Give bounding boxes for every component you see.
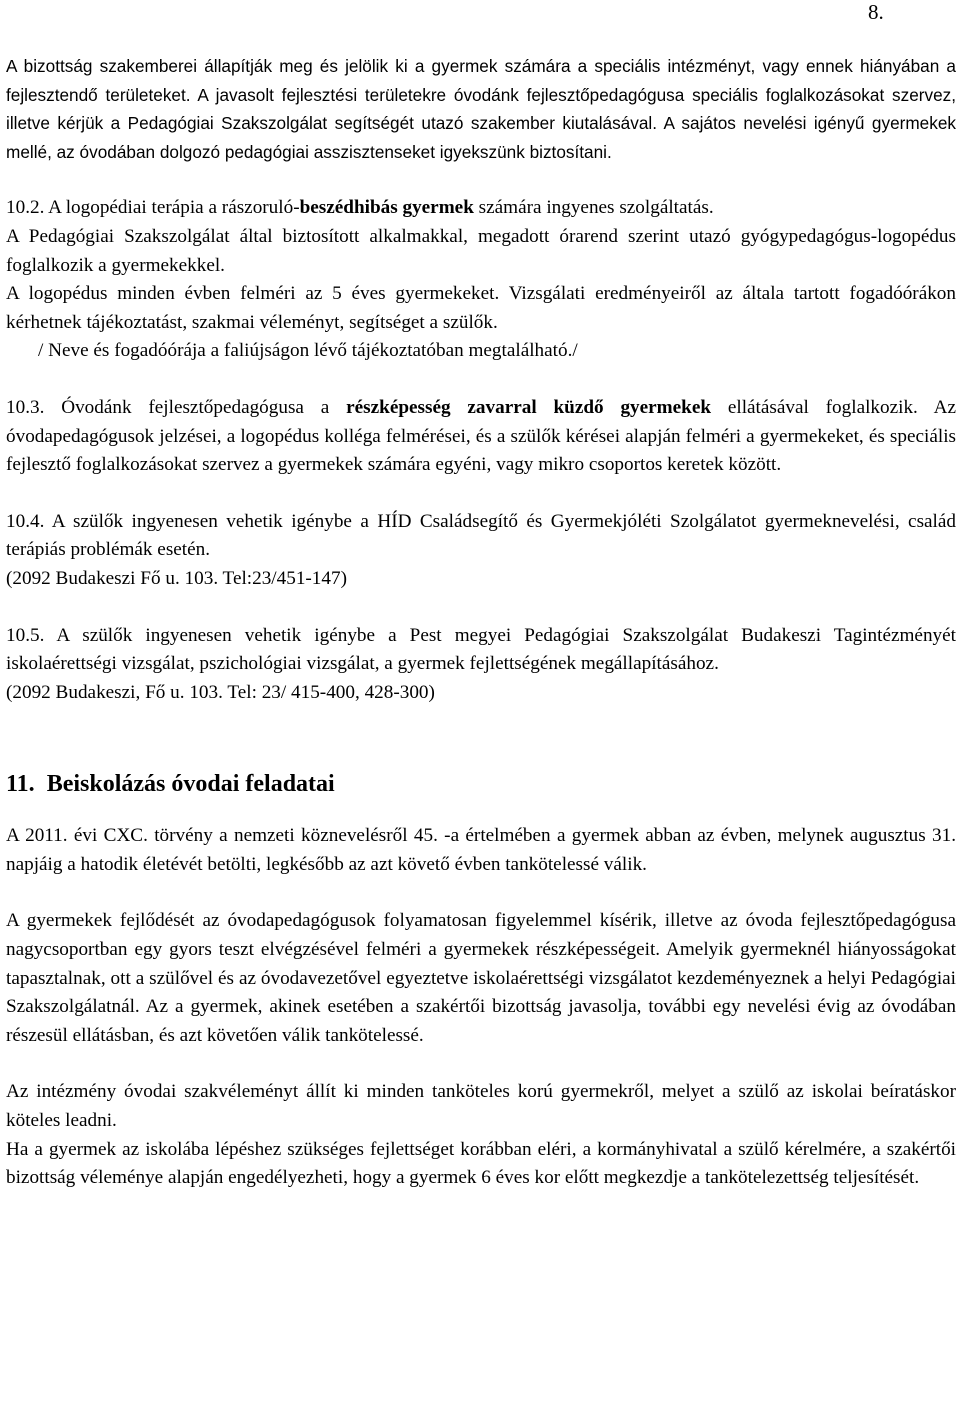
section-10-5-paragraph: 10.5. A szülők ingyenesen vehetik igénybe a Pest megyei Pedagógiai Szakszolgálat Budakeszi Tagintézményét iskolaérettségi vizsgálat, pszichológiai vizsgálat, a gyermek fejlettségének megállapításához. bbox=[6, 624, 956, 675]
section-10-2-note: / Neve és fogadóórája a faliújságon lévő tájékoztatóban megtalálható./ bbox=[38, 340, 578, 362]
document-body bbox=[6, 52, 956, 1193]
section-10-2-tail: számára ingyenes szolgáltatás. bbox=[473, 197, 714, 219]
section-10-2-heading-paragraph bbox=[6, 194, 956, 223]
section-10-2-paragraph-3: A logopédus minden évben felméri az 5 éves gyermekeket. Vizsgálati eredményeiről az általa tartott fogadóórákon kérhetnek tájékoztatást, szakmai véleményt, segítséget a szülők. bbox=[6, 283, 956, 333]
section-11-heading bbox=[6, 767, 956, 799]
section-11-paragraph-1: A 2011. évi CXC. törvény a nemzeti köznevelésről 45. -a értelmében a gyermek abban az évben, melynek augusztus 31. napjáig a hatodik életévét betölti, legkésőbb az azt követő évben tankötelessé válik. bbox=[6, 825, 956, 875]
section-11-paragraph-2: A gyermekek fejlődését az óvodapedagógusok folyamatosan figyelemmel kísérik, illetve az óvoda fejlesztőpedagógusa nagycsoportban egy gyors teszt elvégzésével felméri a gyermekek részképességeit. Amelyik gyermeknél hiányosságokat tapasztalnak, ott a szülővel és az óvodavezetővel egyeztetve iskolaérettségi vizsgálatot kezdeményeznek a helyi Pedagógiai Szakszolgálatnál. Az a gyermek, akinek esetében a szakértői bizottság javasolja, további egy nevelési évig az óvodában részesül ellátásban, és azt követően válik tankötelessé. bbox=[6, 910, 956, 1046]
section-10-3-lead: 10.3. Óvodánk fejlesztőpedagógusa a bbox=[6, 396, 347, 418]
section-10-4-address: (2092 Budakeszi Fő u. 103. Tel:23/451-147) bbox=[6, 567, 347, 589]
section-11-paragraph-3: Az intézmény óvodai szakvéleményt állít ki minden tanköteles korú gyermekről, melyet a szülő az iskolai beíratáskor köteles leadni. bbox=[6, 1081, 956, 1132]
intro-paragraph: A bizottság szakemberei állapítják meg és jelölik ki a gyermek számára a speciális intézményt, vagy ennek hiányában a fejlesztendő területeket. A javasolt fejlesztési területekre óvodánk fejlesztőpedagógusa speciális foglalkozásokat szervez, illetve kérjük a Pedagógiai Szakszolgálat segítségét utazó szakember kiutalásával. A sajátos nevelési igényű gyermekek mellé, az óvodában dolgozó pedagógiai asszisztenseket igyekszünk biztosítani. bbox=[6, 56, 956, 162]
section-10-2-paragraph-2: A Pedagógiai Szakszolgálat által biztosított alkalmakkal, megadott órarend szerint utazó gyógypedagógus-logopédus foglalkozik a gyermekekkel. bbox=[6, 225, 956, 276]
section-10-2-bold: beszédhibás gyermek bbox=[299, 197, 474, 219]
section-10-3-paragraph bbox=[6, 394, 956, 480]
section-10-5-address: (2092 Budakeszi, Fő u. 103. Tel: 23/ 415-400, 428-300) bbox=[6, 681, 435, 703]
section-10-4-paragraph: 10.4. A szülők ingyenesen vehetik igénybe a HÍD Családsegítő és Gyermekjóléti Szolgálatot gyermeknevelési, család terápiás problémák esetén. bbox=[6, 510, 956, 561]
section-11-paragraph-4: Ha a gyermek az iskolába lépéshez szükséges fejlettséget korábban eléri, a kormányhivatal a szülő kérelmére, a szakértői bizottság véleménye alapján engedélyezheti, hogy a gyermek 6 éves kor előtt megkezdje a tankötelezettség teljesítését. bbox=[6, 1138, 956, 1189]
section-10-2-lead: 10.2. A logopédiai terápia a rászoruló- bbox=[6, 197, 300, 219]
section-11-number: 11. bbox=[6, 771, 35, 798]
section-10-3-tail: ellátásával foglalkozik. Az óvodapedagógusok jelzései, a logopédus kolléga felmérései, és a szülők kérései alapján felméri a gyermekeket, és speciális fejlesztő foglalkozásokat szervez a gyermekek számára egyéni, vagy mikro csoportos keretek között. bbox=[6, 396, 956, 476]
section-11-title: Beiskolázás óvodai feladatai bbox=[46, 771, 335, 798]
page-number: 8. bbox=[868, 0, 884, 24]
section-10-3-bold: részképesség zavarral küzdő gyermekek bbox=[346, 396, 712, 418]
